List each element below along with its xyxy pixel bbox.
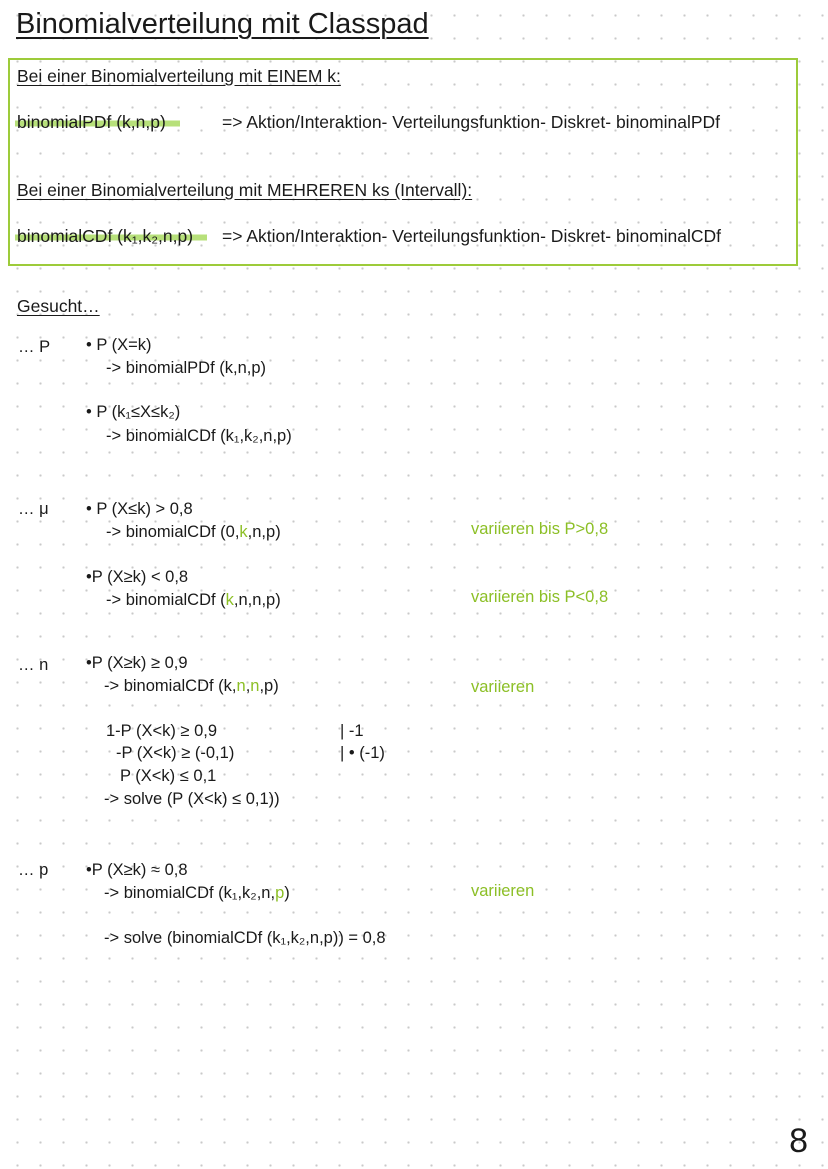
section-mu-result-a xyxy=(106,523,281,542)
section-pp-label: … p xyxy=(18,861,49,879)
section-pp-solve: -> solve (binomialCDf (k₁,k₂,n,p)) = 0,8 xyxy=(104,929,386,947)
gesucht-heading: Gesucht… xyxy=(17,296,100,316)
single-k-heading: Bei einer Binomialverteilung mit EINEM k: xyxy=(17,66,341,86)
section-mu-label: … μ xyxy=(18,500,49,518)
section-n-note: variieren xyxy=(471,678,535,696)
section-pp-result-var: p xyxy=(275,884,285,902)
multi-k-function xyxy=(17,226,207,247)
section-n-step3: P (X<k) ≤ 0,1 xyxy=(120,767,217,785)
single-k-function xyxy=(17,112,180,133)
section-n-step1-op: | -1 xyxy=(340,722,364,740)
section-mu-note-b: variieren bis P<0,8 xyxy=(471,588,609,606)
section-p-label: … P xyxy=(18,338,51,356)
section-pp-cond: •P (X≥k) ≈ 0,8 xyxy=(86,861,188,879)
section-n-step2-op: | • (-1) xyxy=(340,744,385,762)
single-k-menu-path: => Aktion/Interaktion- Verteilungsfunktion- Diskret- binominalPDf xyxy=(222,112,721,132)
section-p-cond-a: • P (X=k) xyxy=(86,336,152,354)
section-mu-result-b-var: k xyxy=(225,591,234,609)
section-mu-result-a-pre: -> binomialCDf (0, xyxy=(106,523,240,541)
section-p-cond-b: • P (k₁≤X≤k₂) xyxy=(86,403,181,421)
section-n-step1: 1-P (X<k) ≥ 0,9 xyxy=(106,722,218,740)
section-n-result-mid: , xyxy=(245,677,251,695)
section-p-result-a: -> binomialPDf (k,n,p) xyxy=(106,359,267,377)
section-mu-result-b-post: ,n,n,p) xyxy=(233,591,281,609)
section-n-cond: •P (X≥k) ≥ 0,9 xyxy=(86,654,188,672)
section-mu-cond-a: • P (X≤k) > 0,8 xyxy=(86,500,193,518)
section-pp-note: variieren xyxy=(471,882,535,900)
section-pp-result-pre: -> binomialCDf (k₁,k₂,n, xyxy=(104,884,276,902)
section-p-result-b: -> binomialCDf (k₁,k₂,n,p) xyxy=(106,427,292,445)
single-k-function-highlight: binomialPDf (k,n,p) xyxy=(15,112,180,132)
section-mu-note-a: variieren bis P>0,8 xyxy=(471,520,609,538)
section-n-result-var1: n xyxy=(236,677,246,695)
section-n-label: … n xyxy=(18,656,49,674)
section-pp-result-post: ) xyxy=(284,884,290,902)
multi-k-function-highlight: binomialCDf (k₁,k₂,n,p) xyxy=(15,226,207,246)
page-number: 8 xyxy=(789,1122,808,1160)
section-mu-result-b xyxy=(106,591,281,610)
section-n-step4: -> solve (P (X<k) ≤ 0,1)) xyxy=(104,790,280,808)
section-mu-result-b-pre: -> binomialCDf ( xyxy=(106,591,226,609)
section-n-result xyxy=(104,677,279,696)
section-n-step2: -P (X<k) ≥ (-0,1) xyxy=(116,744,235,762)
section-mu-result-a-post: ,n,p) xyxy=(247,523,281,541)
multi-k-menu-path: => Aktion/Interaktion- Verteilungsfunktion- Diskret- binominalCDf xyxy=(222,226,721,246)
section-pp-result xyxy=(104,884,290,903)
section-n-result-pre: -> binomialCDf (k, xyxy=(104,677,237,695)
section-mu-result-a-var: k xyxy=(239,523,248,541)
section-n-result-var2: n xyxy=(250,677,260,695)
section-n-result-post: ,p) xyxy=(259,677,279,695)
section-mu-cond-b: •P (X≥k) < 0,8 xyxy=(86,568,189,586)
page-title: Binomialverteilung mit Classpad xyxy=(16,8,429,40)
multi-k-heading: Bei einer Binomialverteilung mit MEHREREN ks (Intervall): xyxy=(17,180,473,200)
